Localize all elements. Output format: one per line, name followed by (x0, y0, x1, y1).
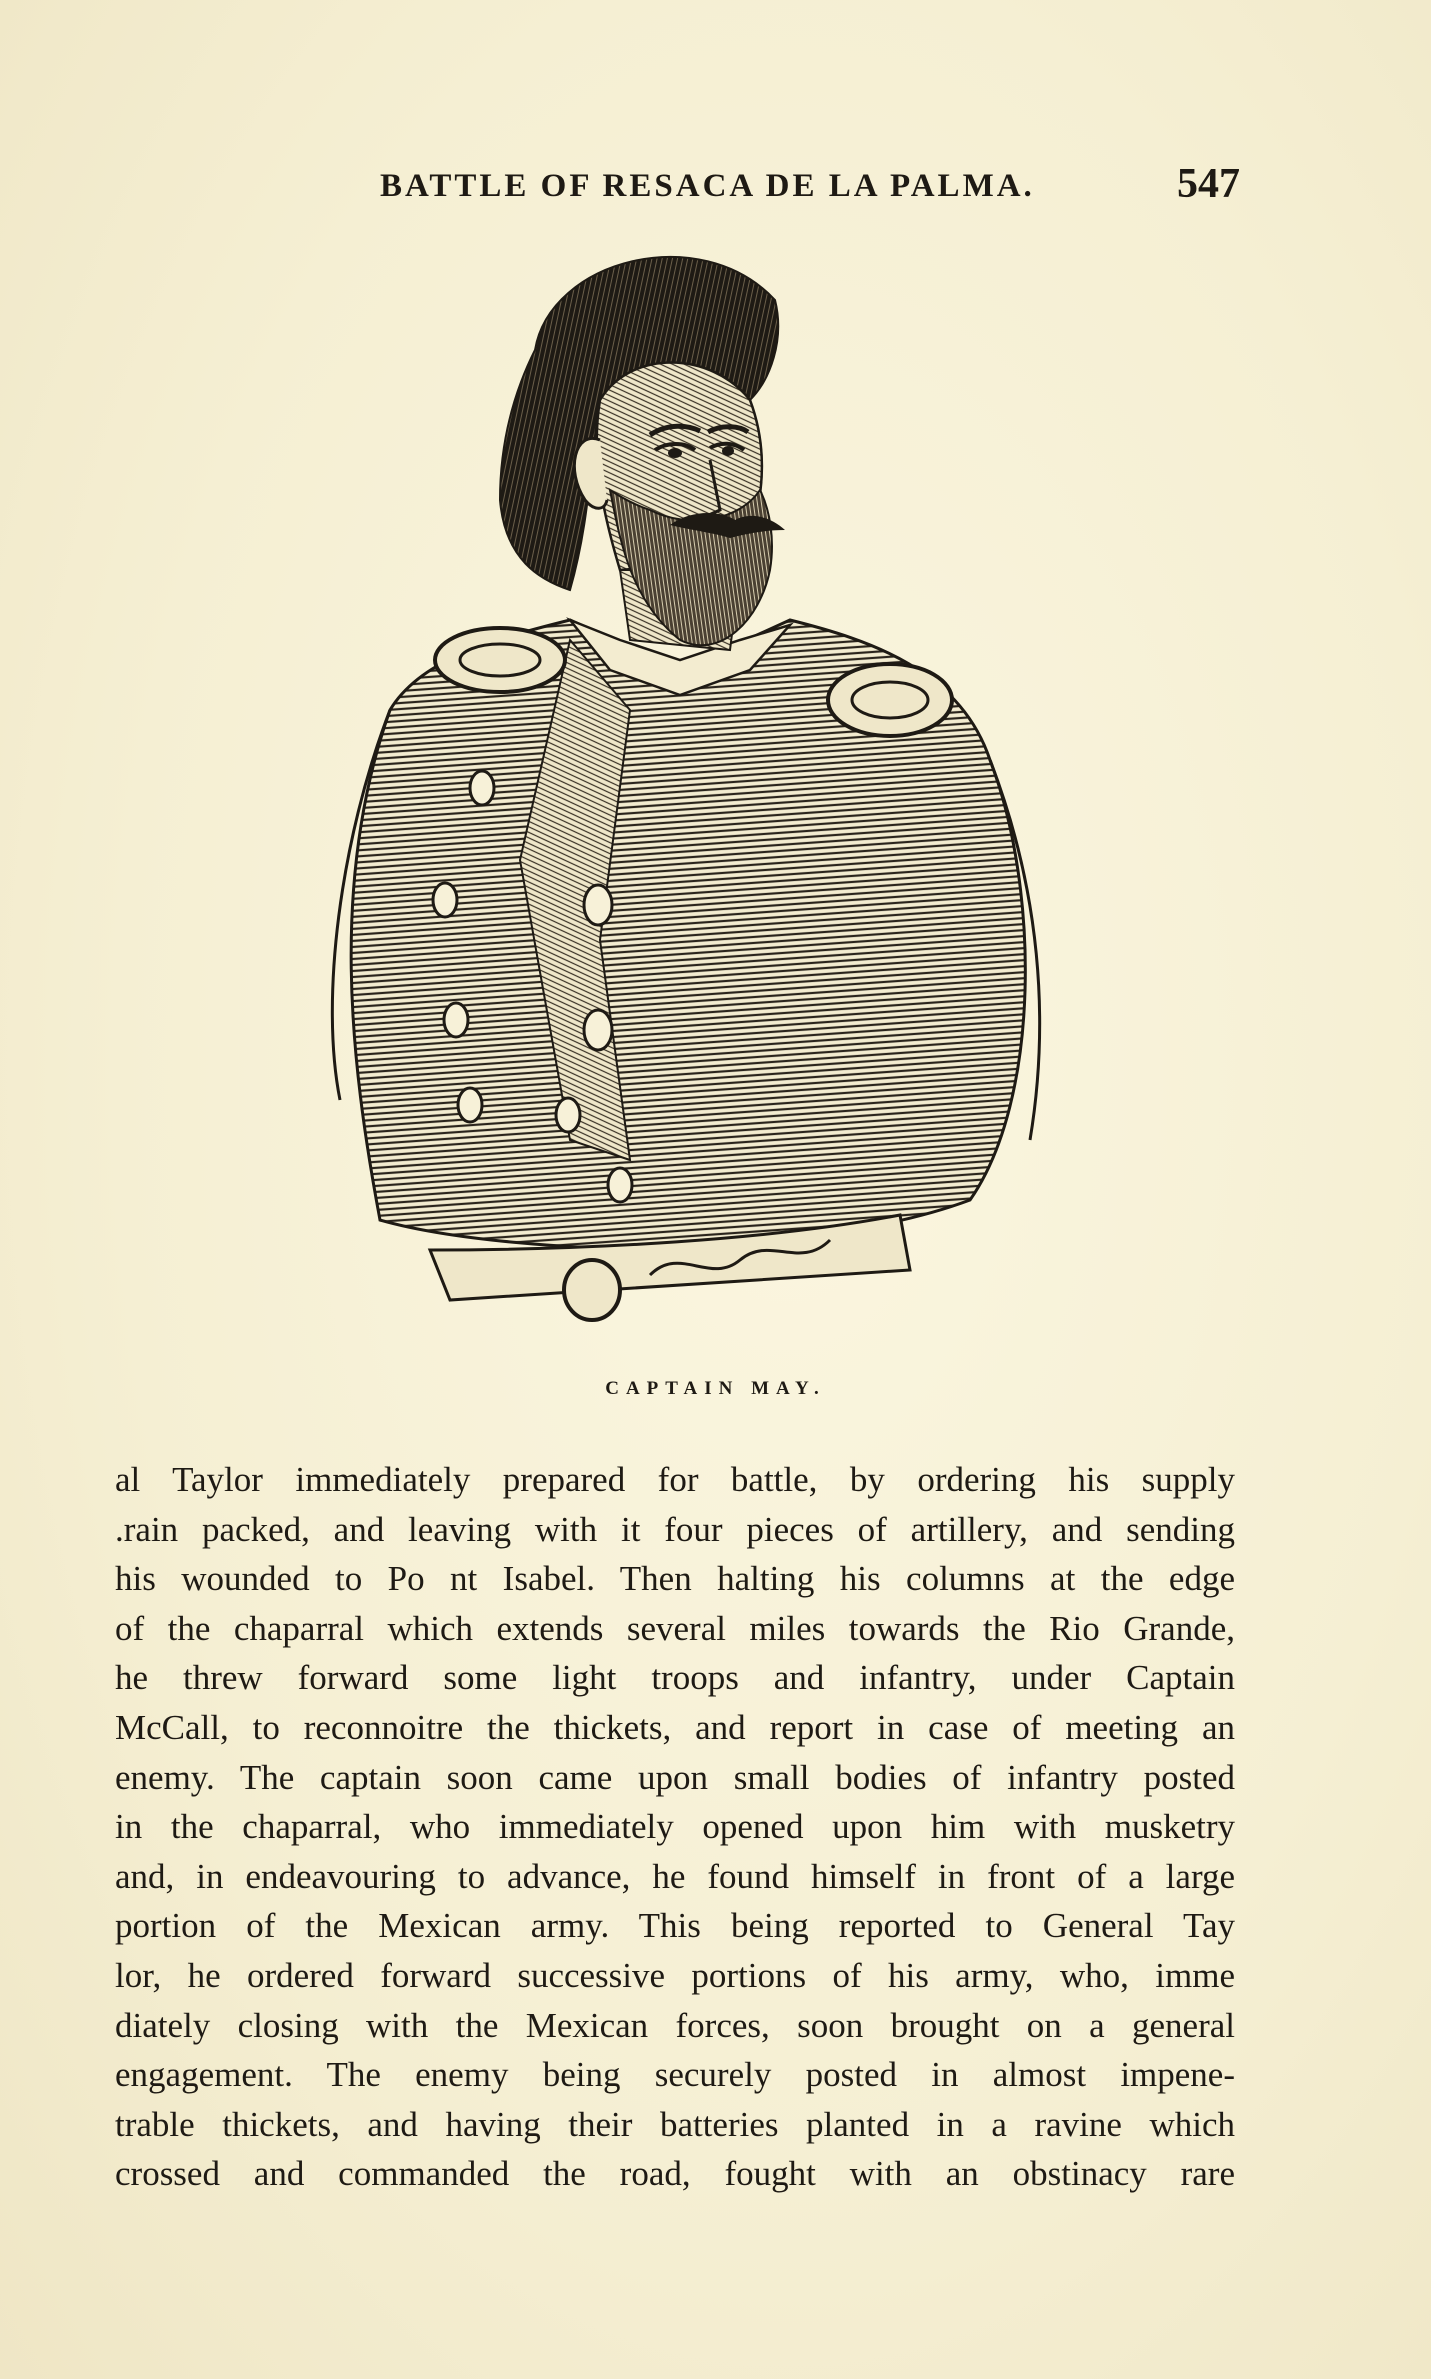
text-line: .rain packed, and leaving with it four pieces of artillery, and sending (115, 1509, 1235, 1549)
text-line: diately closing with the Mexican forces, soon brought on a general (115, 2005, 1235, 2045)
text-line: and, in endeavouring to advance, he found himself in front of a large (115, 1856, 1235, 1896)
page-number: 547 (1177, 161, 1240, 207)
text-line: lor, he ordered forward successive portions of his army, who, imme (115, 1955, 1235, 1995)
text-line: of the chaparral which extends several miles towards the Rio Grande, (115, 1608, 1235, 1648)
body-text (115, 1455, 1235, 2199)
text-line: he threw forward some light troops and infantry, under Captain (115, 1658, 1235, 1698)
text-line: in the chaparral, who immediately opened upon him with musketry (115, 1807, 1235, 1847)
text-line: crossed and commanded the road, fought with an obstinacy rare (115, 2154, 1235, 2194)
text-line: al Taylor immediately prepared for battle, by ordering his supply (115, 1460, 1235, 1499)
left-epaulette (435, 628, 565, 692)
text-line: his wounded to Po nt Isabel. Then halting his columns at the edge (115, 1559, 1235, 1599)
running-title: BATTLE OF RESACA DE LA PALMA. (380, 168, 1035, 204)
right-epaulette (828, 664, 952, 736)
text-line: enemy. The captain soon came upon small bodies of infantry posted (115, 1757, 1235, 1797)
text-line: engagement. The enemy being securely posted in almost impene- (115, 2055, 1235, 2095)
text-line: portion of the Mexican army. This being reported to General Tay (115, 1906, 1235, 1946)
belt-buckle (564, 1260, 620, 1320)
text-line: McCall, to reconnoitre the thickets, and report in case of meeting an (115, 1707, 1235, 1747)
portrait-engraving (270, 240, 1090, 1360)
figure-caption: CAPTAIN MAY. (605, 1378, 826, 1399)
text-line: trable thickets, and having their batteries planted in a ravine which (115, 2104, 1235, 2144)
running-head (380, 160, 1240, 210)
